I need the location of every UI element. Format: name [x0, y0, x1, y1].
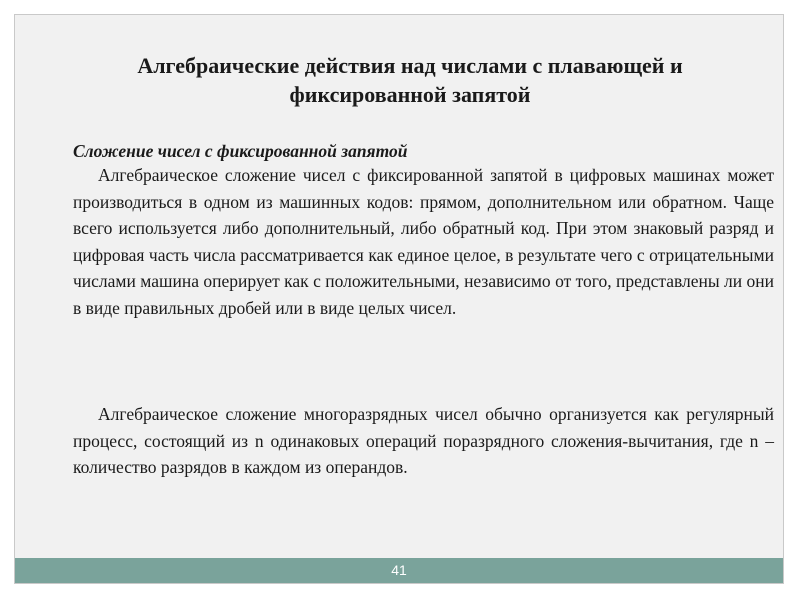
slide: [14, 14, 784, 584]
page-number: 41: [391, 562, 407, 578]
section-subtitle: Сложение чисел с фиксированной запятой: [73, 141, 408, 161]
footer-bar: [15, 558, 783, 583]
body-paragraph-2: Алгебраическое сложение многоразрядных чисел обычно организуется как регулярный процесс, состоящий из n одинаковых операций поразрядного сложения-вычитания, где n – количество разрядов в каждом из операндов.: [73, 404, 774, 477]
slide-title: Алгебраические действия над числами с плавающей и фиксированной запятой: [137, 53, 683, 107]
body-paragraph-1: Алгебраическое сложение чисел с фиксированной запятой в цифровых машинах может производиться в одном из машинных кодов: прямом, дополнительном или обратном. Чаще всего используется либо дополнительный, либо обратный код. При этом знаковый разряд и цифровая часть числа рассматривается как единое целое, в результате чего с отрицательными числами машина оперирует как с положительными, независимо от того, представлены ли они в виде правильных дробей или в виде целых чисел.: [73, 165, 774, 318]
